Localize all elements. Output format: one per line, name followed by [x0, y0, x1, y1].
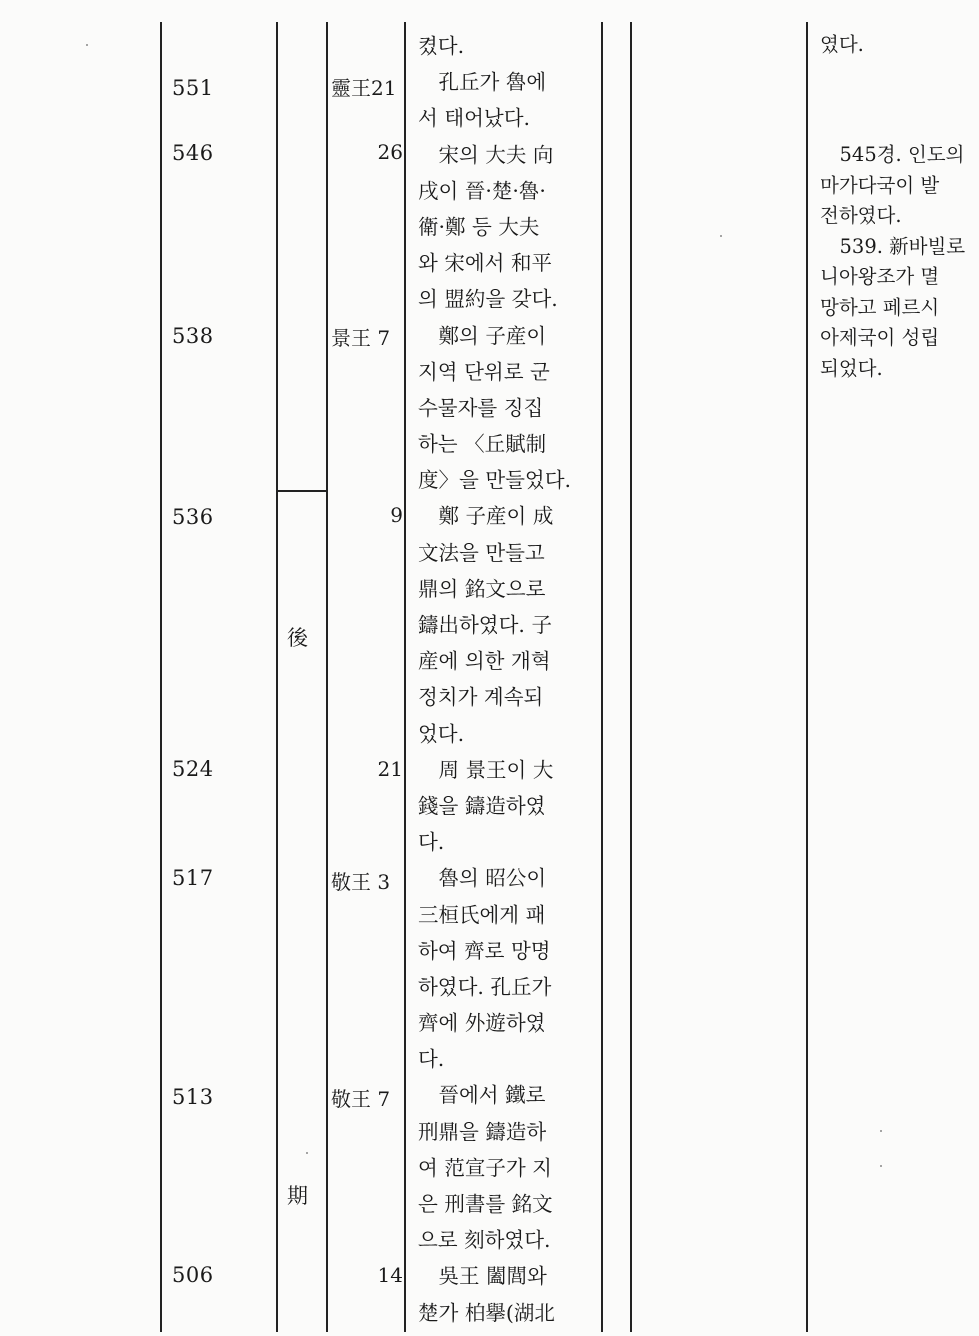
event-text-line: 鑄出하였다. 子: [418, 613, 552, 637]
event-text-line: 産에 의한 개혁: [418, 649, 551, 674]
event-text-line: 여 范宣子가 지: [418, 1155, 552, 1180]
year-label: 517: [172, 866, 214, 890]
event-text-line: 戌이 晉·楚·魯·: [418, 178, 546, 203]
event-text-line: 으로 刻하였다.: [418, 1228, 551, 1253]
world-event-text-line: 아제국이 성립: [820, 326, 940, 349]
event-text-line: 度〉을 만들었다.: [418, 468, 572, 493]
scan-speck: [306, 1152, 308, 1154]
scan-speck: [720, 235, 722, 237]
event-text-line: 은 刑書를 銘文: [418, 1192, 553, 1216]
blank-column-divider: [630, 22, 632, 1332]
year-label: 524: [172, 757, 214, 781]
event-text-line: 周 景王이 大: [418, 757, 554, 782]
world-event-text-line: 되었다.: [820, 356, 883, 380]
event-text-line: 刑鼎을 鑄造하: [418, 1119, 547, 1144]
event-text-line: 衛·鄭 등 大夫: [418, 214, 540, 239]
year-label: 546: [172, 141, 214, 165]
period-label-first: 後: [287, 626, 308, 650]
event-text-line: 鼎의 銘文으로: [418, 576, 546, 601]
world-event-text-line: 전하였다.: [820, 204, 902, 227]
year-column-divider: [276, 22, 278, 1332]
event-text-line: 다.: [418, 830, 445, 855]
event-text-line: 鄭의 子産이: [418, 323, 547, 348]
scan-speck: [86, 44, 88, 46]
korea-column-divider: [601, 22, 603, 1332]
period-column-divider: [326, 22, 328, 1332]
event-text-line: 鄭 子産이 成: [418, 504, 554, 529]
event-text-line: 서 태어났다.: [418, 106, 531, 131]
world-event-text-line: 망하고 페르시: [820, 295, 940, 319]
year-label: 513: [172, 1085, 214, 1109]
event-text-line: 하였다. 孔丘가: [418, 974, 552, 999]
reign-year-label: 敬王 7: [331, 1087, 391, 1111]
reign-year-label: 26: [377, 140, 403, 164]
reign-column-divider: [404, 22, 406, 1332]
world-event-text-line: 였다.: [820, 33, 864, 56]
scan-speck: [880, 1165, 882, 1167]
event-text-line: 晉에서 鐵로: [418, 1083, 546, 1108]
world-events-top: [820, 30, 979, 61]
event-text-line: 吳王 闔閭와: [418, 1264, 547, 1289]
reign-year-label: 9: [390, 503, 403, 527]
event-text-line: 켰다.: [418, 34, 465, 58]
event-text-line: 楚가 柏擧(湖北: [418, 1300, 555, 1325]
world-column-divider: [806, 22, 808, 1332]
events-column: [418, 28, 590, 1331]
year-label: 551: [172, 76, 214, 100]
event-text-line: 錢을 鑄造하였: [418, 793, 546, 818]
event-text-line: 수물자를 징집: [418, 395, 544, 420]
world-event-text-line: 545경. 인도의: [820, 143, 965, 166]
year-label: 538: [172, 324, 214, 348]
reign-year-label: 景王 7: [331, 326, 391, 350]
world-event-text-line: 니아왕조가 멸: [820, 265, 940, 288]
scan-speck: [880, 1130, 882, 1132]
world-event-text-line: 마가다국이 발: [820, 173, 940, 197]
event-text-line: 의 盟約을 갖다.: [418, 287, 558, 312]
event-text-line: 文法을 만들고: [418, 540, 545, 565]
event-text-line: 다.: [418, 1047, 445, 1072]
event-text-line: 정치가 계속되: [418, 685, 544, 710]
period-separator-line: [277, 490, 326, 492]
year-label: 536: [172, 505, 214, 529]
event-text-line: 하여 齊로 망명: [418, 938, 551, 963]
event-text-line: 지역 단위로 군: [418, 359, 550, 384]
world-event-text-line: 539. 新바빌로: [820, 234, 966, 258]
reign-year-label: 14: [377, 1263, 403, 1287]
event-text-line: 齊에 外遊하였: [418, 1011, 546, 1036]
period-label-second: 期: [287, 1184, 308, 1208]
event-text-line: 孔丘가 魯에: [418, 70, 547, 95]
reign-year-label: 靈王21: [331, 76, 397, 100]
event-text-line: 와 宋에서 和平: [418, 251, 552, 276]
reign-year-label: 敬王 3: [331, 870, 391, 894]
year-label: 506: [172, 1263, 214, 1287]
event-text-line: 었다.: [418, 721, 465, 746]
event-text-line: 魯의 昭公이: [418, 866, 547, 891]
event-text-line: 三桓氏에게 패: [418, 902, 546, 927]
event-text-line: 宋의 大夫 向: [418, 142, 554, 167]
left-border-line: [160, 22, 162, 1332]
event-text-line: 하는 〈丘賦制: [418, 432, 547, 457]
world-events-bottom: [820, 140, 979, 384]
reign-year-label: 21: [377, 757, 403, 781]
